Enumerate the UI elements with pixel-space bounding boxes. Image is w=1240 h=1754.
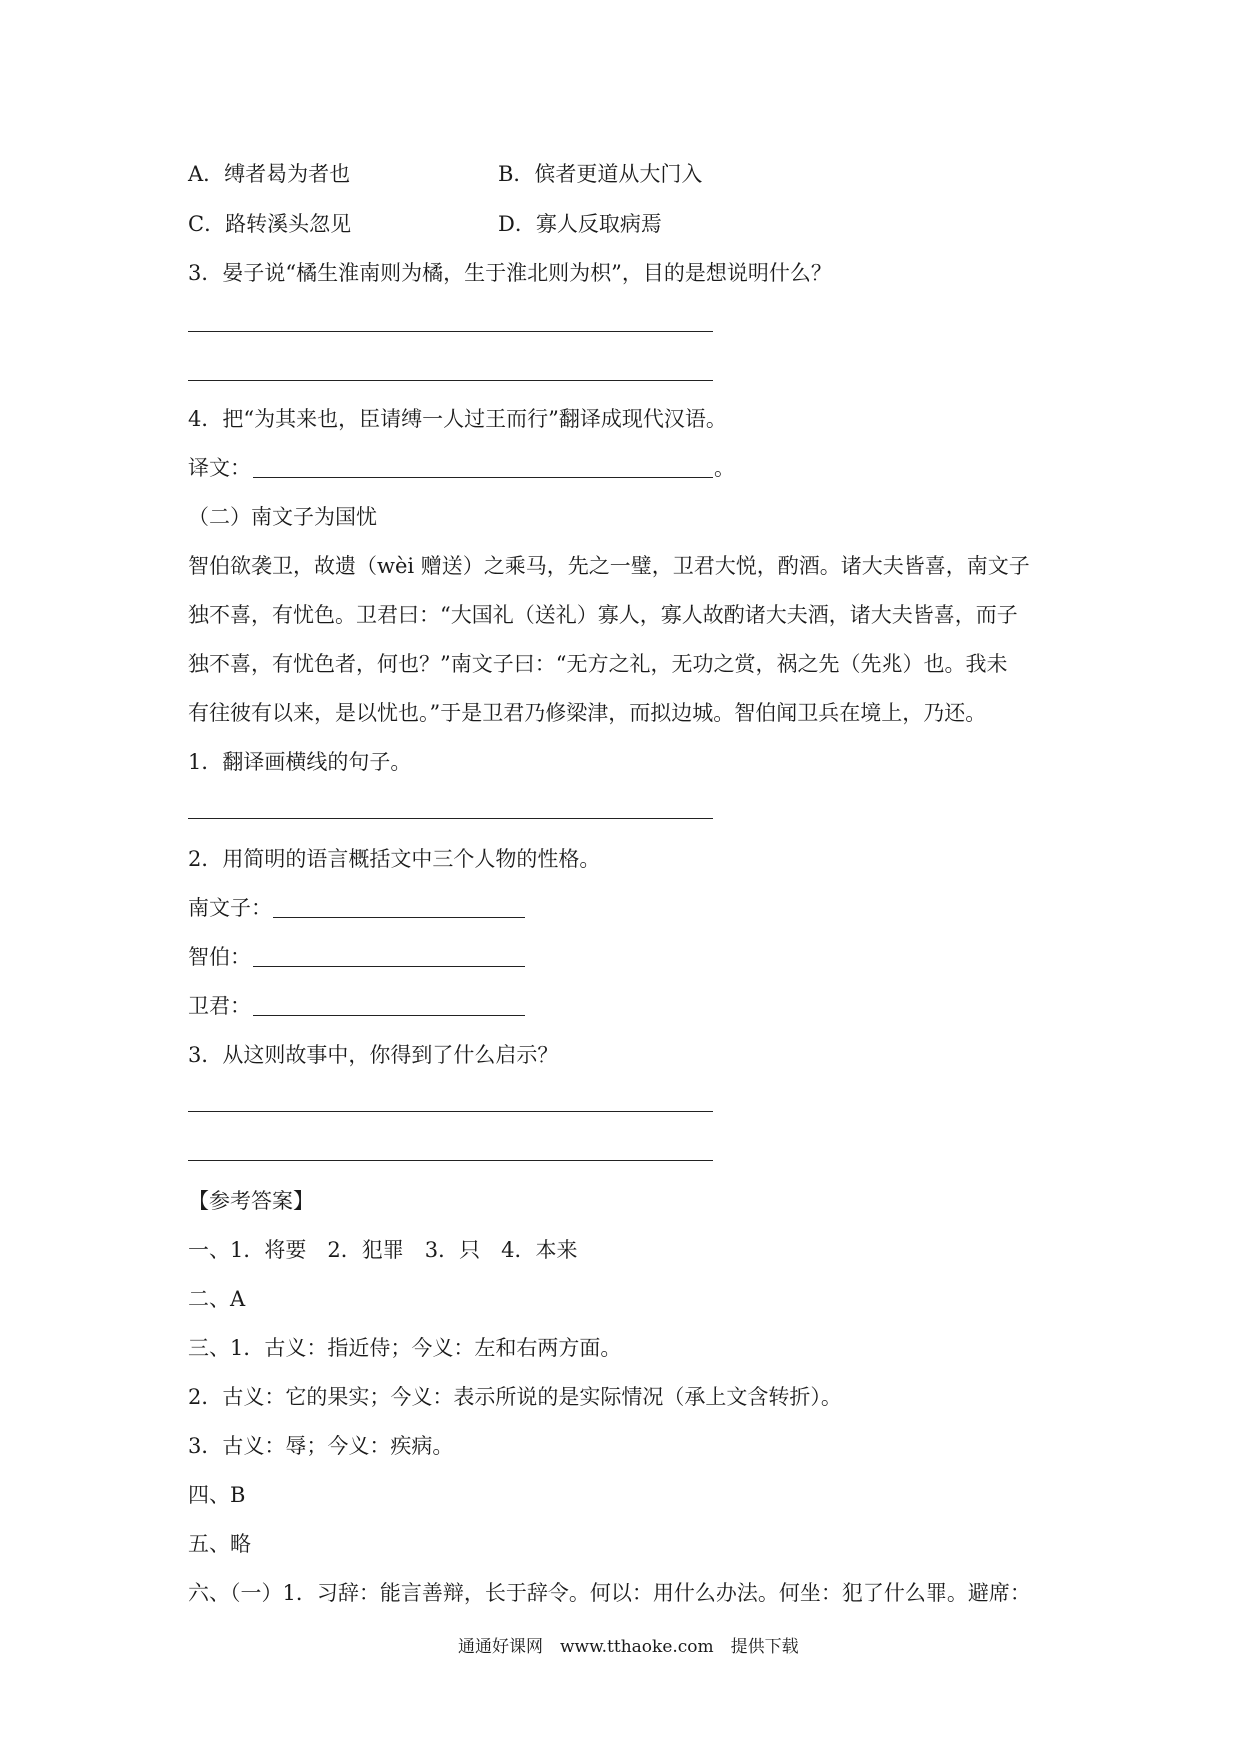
- option-d: D．寡人反取病焉: [498, 212, 662, 236]
- option-c: C．路转溪头忽见: [188, 212, 352, 236]
- answer-line: [188, 1111, 713, 1112]
- character-label: 南文子：: [188, 896, 272, 920]
- answer-line: [253, 966, 525, 967]
- answer-line-text: 二、A: [188, 1287, 246, 1311]
- answer-line: [188, 331, 713, 332]
- answer-line: [253, 1015, 525, 1016]
- answer-line-text: 3．古义：辱；今义：疾病。: [188, 1434, 454, 1458]
- passage-line: 智伯欲袭卫，故遗（wèi 赠送）之乘马，先之一璧，卫君大悦，酌酒。诸大夫皆喜，南文子: [188, 554, 1030, 578]
- answer-line: [253, 477, 713, 478]
- passage-line: 独不喜，有忧色者，何也？”南文子曰：“无方之礼，无功之赏，祸之先（先兆）也。我未: [188, 652, 1008, 676]
- answer-line-text: 四、B: [188, 1483, 246, 1507]
- answer-line-text: 一、1．将要 2．犯罪 3．只 4．本来: [188, 1238, 578, 1262]
- answer-line: [188, 380, 713, 381]
- section2-question-3: 3．从这则故事中，你得到了什么启示？: [188, 1043, 559, 1067]
- passage-line: 独不喜，有忧色。卫君曰：“大国礼（送礼）寡人，寡人故酌诸大夫酒，诸大夫皆喜，而子: [188, 603, 1018, 627]
- answer-line-text: 六、（一）1．习辞：能言善辩，长于辞令。何以：用什么办法。何坐：犯了什么罪。避席：: [188, 1581, 1031, 1605]
- translation-end: 。: [714, 456, 735, 480]
- answer-line: [188, 818, 713, 819]
- option-a: A．缚者曷为者也: [188, 162, 351, 186]
- page-footer: 通通好课网 www.tthaoke.com 提供下载: [458, 1637, 799, 1657]
- answers-title: 【参考答案】: [188, 1189, 314, 1213]
- answer-line-text: 五、略: [188, 1532, 251, 1556]
- character-label: 卫君：: [188, 994, 251, 1018]
- answer-line: [188, 1160, 713, 1161]
- section2-question-1: 1．翻译画横线的句子。: [188, 750, 412, 774]
- section2-question-2: 2．用简明的语言概括文中三个人物的性格。: [188, 847, 601, 871]
- answer-line-text: 三、1．古义：指近侍；今义：左和右两方面。: [188, 1336, 622, 1360]
- question-3: 3．晏子说“橘生淮南则为橘，生于淮北则为枳”，目的是想说明什么？: [188, 261, 832, 285]
- question-4: 4．把“为其来也，臣请缚一人过王而行”翻译成现代汉语。: [188, 407, 727, 431]
- answer-line-text: 2．古义：它的果实；今义：表示所说的是实际情况（承上文含转折）。: [188, 1385, 842, 1409]
- section-title: （二）南文子为国忧: [188, 505, 377, 529]
- character-label: 智伯：: [188, 945, 251, 969]
- answer-line: [273, 917, 525, 918]
- passage-line: 有往彼有以来，是以忧也。”于是卫君乃修梁津，而拟边城。智伯闻卫兵在境上，乃还。: [188, 701, 987, 725]
- option-b: B．傧者更道从大门入: [498, 162, 703, 186]
- translation-label: 译文：: [188, 456, 251, 480]
